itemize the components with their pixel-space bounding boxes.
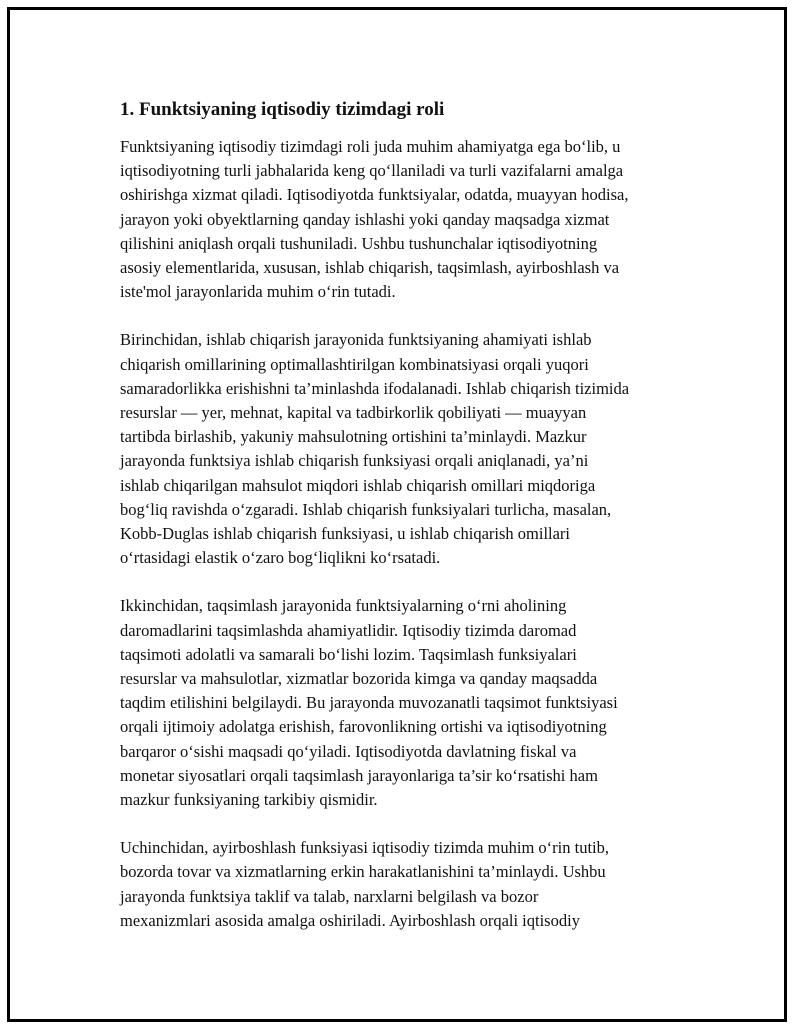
section-heading: 1. Funktsiyaning iqtisodiy tizimdagi roli (120, 99, 445, 120)
text-line: resurslar va mahsulotlar, xizmatlar bozorida kimga va qanday maqsadda (120, 669, 598, 689)
text-line: Funktsiyaning iqtisodiy tizimdagi roli juda muhim ahamiyatga ega bo‘lib, u (120, 137, 621, 156)
text-line: o‘rtasidagi elastik o‘zaro bog‘liqlikni ko‘rsatadi. (120, 548, 441, 568)
paragraph-list (120, 135, 700, 933)
text-line: tartibda birlashib, yakuniy mahsulotning ortishini ta’minlaydi. Mazkur (120, 427, 587, 447)
text-line: Birinchidan, ishlab chiqarish jarayonida funktsiyaning ahamiyati ishlab (120, 330, 592, 350)
text-line: bozorda tovar va xizmatlarning erkin harakatlanishini ta’minlaydi. Ushbu (120, 862, 606, 882)
text-line: jarayonda funktsiya taklif va talab, narxlarni belgilash va bozor (120, 886, 539, 906)
document-body (120, 98, 700, 957)
text-line: iqtisodiyotning turli jabhalarida keng qo‘llaniladi va turli vazifalarni amalga (120, 161, 624, 181)
paragraph (120, 135, 700, 304)
text-line: Uchinchidan, ayirboshlash funksiyasi iqtisodiy tizimda muhim o‘rin tutib, (120, 838, 609, 858)
text-line: samaradorlikka erishishni ta’minlashda ifodalanadi. Ishlab chiqarish tizimida (120, 378, 630, 398)
page-frame (7, 7, 787, 1022)
text-line: Kobb-Duglas ishlab chiqarish funksiyasi, u ishlab chiqarish omillari (120, 524, 571, 544)
text-line: jarayon yoki obyektlarning qanday ishlashi yoki qanday maqsadga xizmat (120, 209, 610, 229)
text-line: jarayonda funktsiya ishlab chiqarish funksiyasi orqali aniqlanadi, ya’ni (120, 451, 589, 471)
text-line: iste'mol jarayonlarida muhim o‘rin tutadi. (120, 282, 396, 302)
text-line: orqali ijtimoiy adolatga erishish, farovonlikning ortishi va iqtisodiyotning (120, 717, 607, 737)
text-line: bog‘liq ravishda o‘zgaradi. Ishlab chiqarish funksiyalari turlicha, masalan, (120, 499, 612, 519)
text-line: chiqarish omillarining optimallashtirilgan kombinatsiyasi orqali yuqori (120, 354, 589, 374)
paragraph (120, 328, 700, 570)
text-line: monetar siyosatlari orqali taqsimlash jarayonlariga ta’sir ko‘rsatishi ham (120, 765, 598, 785)
text-line: barqaror o‘sishi maqsadi qo‘yiladi. Iqtisodiyotda davlatning fiskal va (120, 741, 577, 761)
text-line: mexanizmlari asosida amalga oshiriladi. Ayirboshlash orqali iqtisodiy (120, 910, 580, 930)
text-line: taqsimoti adolatli va samarali bo‘lishi lozim. Taqsimlash funksiyalari (120, 644, 577, 664)
text-line: daromadlarini taqsimlashda ahamiyatlidir. Iqtisodiy tizimda daromad (120, 620, 577, 640)
text-line: qilishini aniqlash orqali tushuniladi. Ushbu tushunchalar iqtisodiyotning (120, 233, 598, 253)
text-line: ishlab chiqarilgan mahsulot miqdori ishlab chiqarish omillari miqdoriga (120, 475, 596, 495)
text-line: oshirishga xizmat qiladi. Iqtisodiyotda funktsiyalar, odatda, muayyan hodisa, (120, 185, 629, 205)
text-line: Ikkinchidan, taqsimlash jarayonida funktsiyalarning o‘rni aholining (120, 596, 567, 616)
text-line: asosiy elementlarida, xususan, ishlab chiqarish, taqsimlash, ayirboshlash va (120, 258, 620, 278)
text-line: taqdim etilishini belgilaydi. Bu jarayonda muvozanatli taqsimot funktsiyasi (120, 693, 618, 713)
text-line: mazkur funksiyaning tarkibiy qismidir. (120, 790, 378, 810)
paragraph (120, 594, 700, 812)
paragraph (120, 836, 700, 933)
text-line: resurslar — yer, mehnat, kapital va tadbirkorlik qobiliyati — muayyan (120, 403, 587, 423)
